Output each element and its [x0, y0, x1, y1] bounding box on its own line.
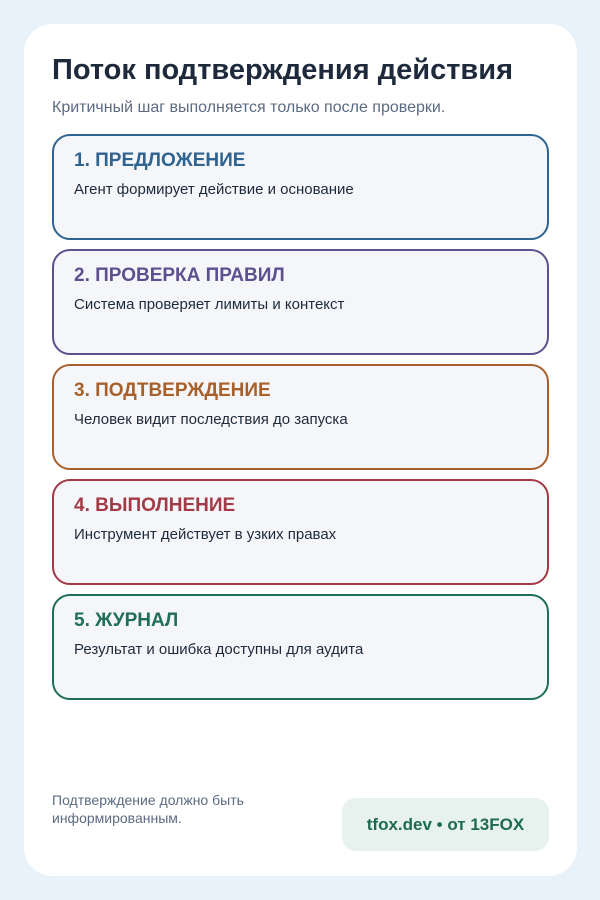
step-description: Человек видит последствия до запуска	[74, 411, 348, 428]
step-description: Инструмент действует в узких правах	[74, 526, 337, 543]
step-execution	[52, 479, 549, 585]
step-title: 4. ВЫПОЛНЕНИЕ	[74, 495, 236, 516]
step-journal	[52, 594, 549, 700]
step-title: 2. ПРОВЕРКА ПРАВИЛ	[74, 265, 285, 286]
footer-note: Подтверждение должно быть информированным.	[52, 792, 244, 826]
step-description: Результат и ошибка доступны для аудита	[74, 641, 364, 658]
step-proposal	[52, 134, 549, 240]
step-confirmation	[52, 364, 549, 470]
step-title: 3. ПОДТВЕРЖДЕНИЕ	[74, 380, 271, 401]
step-title: 5. ЖУРНАЛ	[74, 610, 179, 631]
step-description: Агент формирует действие и основание	[74, 181, 354, 198]
content-card	[24, 24, 577, 876]
page-title: Поток подтверждения действия	[52, 54, 513, 86]
step-description: Система проверяет лимиты и контекст	[74, 296, 345, 313]
steps-list	[52, 134, 549, 709]
page-subtitle: Критичный шаг выполняется только после проверки.	[52, 99, 446, 116]
brand-badge[interactable]: tfox.dev • от 13FOX	[342, 798, 549, 851]
step-rules-check	[52, 249, 549, 355]
step-title: 1. ПРЕДЛОЖЕНИЕ	[74, 150, 246, 171]
